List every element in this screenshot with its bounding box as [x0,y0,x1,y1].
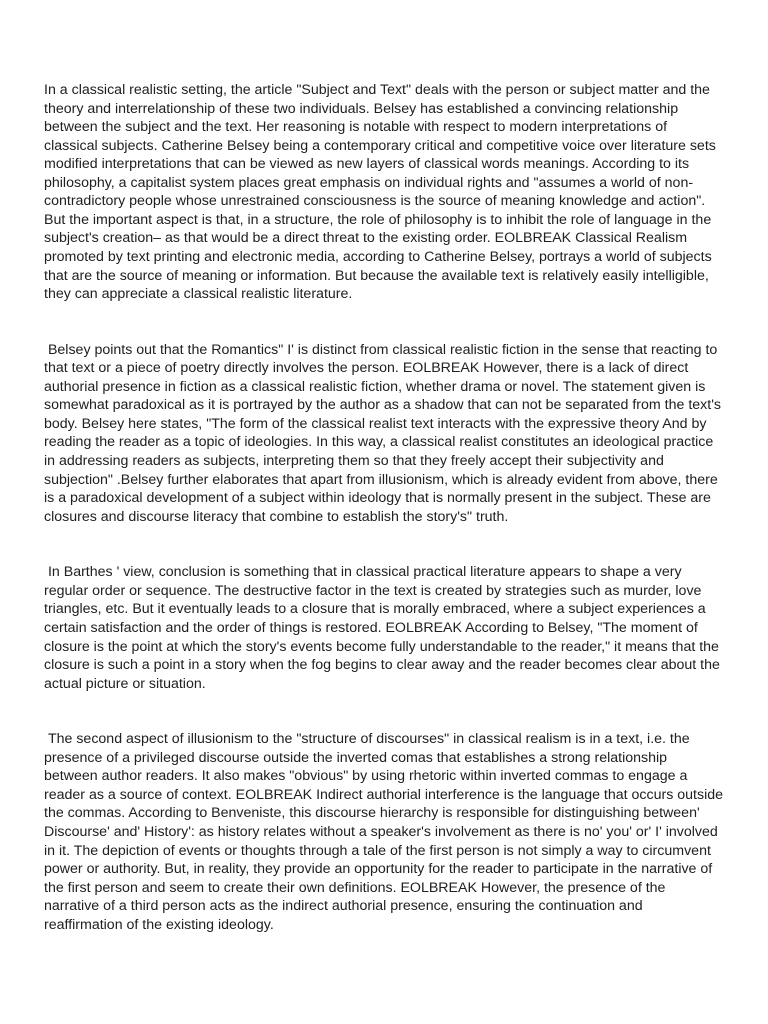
paragraph-3: In Barthes ' view, conclusion is something that in classical practical literature appears to shape a very regular order or sequence. The destructive factor in the text is created by strategies such as murder, love triangles, etc. But it eventually leads to a closure that is morally embraced, where a subject experiences a certain satisfaction and the order of things is restored. EOLBREAK According to Belsey, "The moment of closure is the point at which the story's events become fully understandable to the reader," it means that the closure is such a point in a story when the fog begins to clear away and the reader becomes clear about the actual picture or situation. [44,564,724,692]
document-body [44,44,727,971]
paragraph-1: In a classical realistic setting, the article "Subject and Text" deals with the person or subject matter and the theory and interrelationship of these two individuals. Belsey has established a convincing relationship between the subject and the text. Her reasoning is notable with respect to modern interpretations of classical subjects. Catherine Belsey being a contemporary critical and competitive voice over literature sets modified interpretations that can be viewed as new layers of classical words meanings. According to its philosophy, a capitalist system places great emphasis on individual rights and "assumes a world of non-contradictory people whose unrestrained consciousness is the source of meaning knowledge and action". But the important aspect is that, in a structure, the role of philosophy is to inhibit the role of language in the subject's creation– as that would be a direct threat to the existing order. EOLBREAK Classical Realism promoted by text printing and electronic media, according to Catherine Belsey, portrays a world of subjects that are the source of meaning or information. But because the available text is relatively easily intelligible, they can appreciate a classical realistic literature. [44,82,720,303]
paragraph-4: The second aspect of illusionism to the "structure of discourses" in classical realism is in a text, i.e. the presence of a privileged discourse outside the inverted comas that establishes a strong relationship between author readers. It also makes "obvious" by using rhetoric within inverted commas to engage a reader as a source of context. EOLBREAK Indirect authorial interference is the language that occurs outside the commas. According to Benveniste, this discourse hierarchy is responsible for distinguishing between' Discourse' and' History': as history relates without a speaker's involvement as there is no' you' or' I' involved in it. The depiction of events or thoughts through a tale of the first person is not simply a way to circumvent power or authority. But, in reality, they provide an opportunity for the reader to participate in the narrative of the first person and seem to create their own definitions. EOLBREAK However, the presence of the narrative of a third person acts as the indirect authorial presence, ensuring the continuation and reaffirmation of the existing ideology. [44,731,727,933]
paragraph-2: Belsey points out that the Romantics" I' is distinct from classical realistic fiction in the sense that reacting to that text or a piece of poetry directly involves the person. EOLBREAK However, there is a lack of direct authorial presence in fiction as a classical realistic fiction, whether drama or novel. The statement given is somewhat paradoxical as it is portrayed by the author as a shadow that can not be separated from the text's body. Belsey here states, "The form of the classical realist text interacts with the expressive theory And by reading the reader as a topic of ideologies. In this way, a classical realist constitutes an ideological practice in addressing readers as subjects, interpreting them so that they freely accept their subjectivity and subjection" .Belsey further elaborates that apart from illusionism, which is already evident from above, there is a paradoxical development of a subject within ideology that is normally present in the subject. These are closures and discourse literacy that combine to establish the story's" truth. [44,341,725,525]
